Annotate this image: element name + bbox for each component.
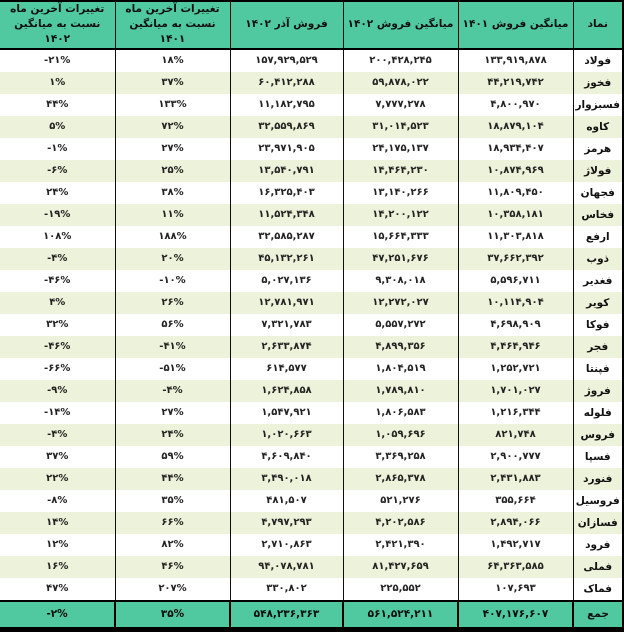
chg-vs-1401-cell: ۳۷% [115, 72, 230, 94]
avg-1401-cell: ۴,۸۰۰,۹۷۰ [458, 94, 573, 116]
table-row [0, 116, 623, 138]
avg-1402-cell: ۱۵,۶۶۴,۳۳۳ [343, 226, 458, 248]
table-row [0, 402, 623, 424]
avg-1402-cell: ۱,۸۰۴,۵۱۹ [343, 358, 458, 380]
symbol-cell: فجر [573, 336, 623, 358]
azar-1402-cell: ۴۵,۱۳۲,۲۶۱ [230, 248, 343, 270]
avg-1401-cell: ۴۴,۲۱۹,۷۴۲ [458, 72, 573, 94]
symbol-cell: فروژ [573, 380, 623, 402]
table-footer [0, 601, 623, 630]
symbol-cell: فجهان [573, 182, 623, 204]
table-row [0, 468, 623, 490]
chg-vs-1402-cell: -۴% [0, 424, 115, 446]
symbol-cell: فماک [573, 578, 623, 601]
azar-1402-cell: ۱,۵۴۷,۹۲۱ [230, 402, 343, 424]
azar-1402-cell: ۴,۷۹۷,۲۹۳ [230, 512, 343, 534]
total-avg-1402-cell: ۵۶۱,۵۲۴,۲۱۱ [343, 601, 458, 630]
chg-vs-1401-cell: -۴% [115, 380, 230, 402]
symbol-cell: فسبزوار [573, 94, 623, 116]
azar-1402-cell: ۱۵۷,۹۲۹,۵۲۹ [230, 49, 343, 72]
avg-1401-cell: ۲,۴۳۱,۸۸۳ [458, 468, 573, 490]
chg-vs-1401-cell: -۴۱% [115, 336, 230, 358]
chg-vs-1402-cell: -۴۶% [0, 270, 115, 292]
azar-1402-cell: ۵,۰۲۷,۱۳۶ [230, 270, 343, 292]
azar-1402-cell: ۱۱,۱۸۲,۷۹۵ [230, 94, 343, 116]
azar-1402-cell: ۷,۳۲۱,۷۸۳ [230, 314, 343, 336]
symbol-cell: فسازان [573, 512, 623, 534]
avg-1402-cell: ۷,۷۷۷,۲۷۸ [343, 94, 458, 116]
table-header [0, 1, 623, 49]
avg-1402-cell: ۳,۳۶۹,۲۵۸ [343, 446, 458, 468]
azar-1402-cell: ۱۳,۵۴۰,۷۹۱ [230, 160, 343, 182]
table-row [0, 512, 623, 534]
chg-vs-1401-cell: ۵۶% [115, 314, 230, 336]
avg-1402-cell: ۲,۸۶۵,۳۷۸ [343, 468, 458, 490]
azar-1402-cell: ۲۳,۹۷۱,۹۰۵ [230, 138, 343, 160]
avg-1402-cell: ۴۷,۲۵۱,۶۷۶ [343, 248, 458, 270]
chg-vs-1402-cell: ۱۲% [0, 534, 115, 556]
symbol-cell: فروس [573, 424, 623, 446]
azar-1402-cell: ۳,۴۹۰,۰۱۸ [230, 468, 343, 490]
avg-1401-cell: ۱,۲۱۶,۳۴۴ [458, 402, 573, 424]
chg-vs-1401-cell: ۳۸% [115, 182, 230, 204]
total-row [0, 601, 623, 630]
symbol-cell: فنورد [573, 468, 623, 490]
chg-vs-1401-cell: ۲۶% [115, 292, 230, 314]
avg-1401-cell: ۲,۹۰۰,۷۷۷ [458, 446, 573, 468]
avg-1402-cell: ۲۴,۱۷۵,۱۳۷ [343, 138, 458, 160]
azar-1402-cell: ۱,۰۲۰,۶۶۳ [230, 424, 343, 446]
symbol-cell: فخاس [573, 204, 623, 226]
avg-1402-cell: ۹,۳۰۸,۰۱۸ [343, 270, 458, 292]
chg-vs-1402-cell: ۱۴% [0, 512, 115, 534]
header-azar-1402: فروش آذر ۱۴۰۲ [230, 1, 343, 49]
azar-1402-cell: ۱۲,۷۸۱,۹۷۱ [230, 292, 343, 314]
avg-1401-cell: ۴,۴۶۴,۹۴۶ [458, 336, 573, 358]
avg-1401-cell: ۱۰۷,۶۹۳ [458, 578, 573, 601]
chg-vs-1401-cell: ۷۲% [115, 116, 230, 138]
avg-1402-cell: ۲۰۰,۴۲۸,۲۴۵ [343, 49, 458, 72]
chg-vs-1401-cell: ۱۸% [115, 49, 230, 72]
chg-vs-1402-cell: ۱% [0, 72, 115, 94]
avg-1401-cell: ۵,۵۹۶,۷۱۱ [458, 270, 573, 292]
symbol-cell: کاوه [573, 116, 623, 138]
table-row [0, 49, 623, 72]
table-row [0, 160, 623, 182]
table-row [0, 270, 623, 292]
avg-1402-cell: ۲۲۵,۵۵۲ [343, 578, 458, 601]
chg-vs-1402-cell: ۳۲% [0, 314, 115, 336]
header-avg-1402: میانگین فروش ۱۴۰۲ [343, 1, 458, 49]
azar-1402-cell: ۴۸۱,۵۰۷ [230, 490, 343, 512]
azar-1402-cell: ۳۲,۵۵۹,۸۶۹ [230, 116, 343, 138]
chg-vs-1402-cell: ۴% [0, 292, 115, 314]
avg-1401-cell: ۱۰,۳۵۸,۱۸۱ [458, 204, 573, 226]
avg-1401-cell: ۱,۷۰۱,۰۲۷ [458, 380, 573, 402]
avg-1401-cell: ۱۰,۱۱۴,۹۰۴ [458, 292, 573, 314]
chg-vs-1401-cell: -۱۰% [115, 270, 230, 292]
avg-1401-cell: ۱۱,۳۰۳,۸۱۸ [458, 226, 573, 248]
table-row [0, 446, 623, 468]
table-row [0, 556, 623, 578]
chg-vs-1402-cell: -۱% [0, 138, 115, 160]
chg-vs-1401-cell: ۲۰% [115, 248, 230, 270]
table-row [0, 314, 623, 336]
avg-1401-cell: ۳۵۵,۶۶۴ [458, 490, 573, 512]
avg-1402-cell: ۵,۵۵۷,۲۷۲ [343, 314, 458, 336]
chg-vs-1402-cell: ۴۴% [0, 94, 115, 116]
chg-vs-1402-cell: -۲۱% [0, 49, 115, 72]
table-row [0, 204, 623, 226]
azar-1402-cell: ۱۶,۳۲۵,۴۰۳ [230, 182, 343, 204]
symbol-cell: هرمز [573, 138, 623, 160]
azar-1402-cell: ۳۳۰,۸۰۲ [230, 578, 343, 601]
table-row [0, 138, 623, 160]
avg-1401-cell: ۴,۶۹۸,۹۰۹ [458, 314, 573, 336]
azar-1402-cell: ۶۱۴,۵۷۷ [230, 358, 343, 380]
total-chg-vs-1401-cell: ۳۵% [115, 601, 230, 630]
chg-vs-1402-cell: -۶۶% [0, 358, 115, 380]
symbol-cell: فلوله [573, 402, 623, 424]
chg-vs-1402-cell: -۸% [0, 490, 115, 512]
avg-1402-cell: ۸۱,۴۲۷,۶۵۹ [343, 556, 458, 578]
chg-vs-1401-cell: ۲۷% [115, 138, 230, 160]
symbol-cell: فروسیل [573, 490, 623, 512]
total-chg-vs-1402-cell: -۲% [0, 601, 115, 630]
chg-vs-1401-cell: ۲۰۷% [115, 578, 230, 601]
avg-1402-cell: ۱,۷۸۹,۸۱۰ [343, 380, 458, 402]
avg-1402-cell: ۱۴,۴۶۴,۲۳۰ [343, 160, 458, 182]
symbol-cell: فپنتا [573, 358, 623, 380]
symbol-cell: فسپا [573, 446, 623, 468]
chg-vs-1401-cell: ۲۴% [115, 424, 230, 446]
avg-1401-cell: ۱۰,۸۷۴,۹۶۹ [458, 160, 573, 182]
table-row [0, 226, 623, 248]
table-row [0, 490, 623, 512]
table-row [0, 94, 623, 116]
chg-vs-1402-cell: -۴% [0, 248, 115, 270]
avg-1402-cell: ۱,۰۵۹,۶۹۶ [343, 424, 458, 446]
symbol-cell: فولاد [573, 49, 623, 72]
table-row [0, 72, 623, 94]
avg-1402-cell: ۵۲۱,۲۷۶ [343, 490, 458, 512]
azar-1402-cell: ۱,۶۲۴,۸۵۸ [230, 380, 343, 402]
chg-vs-1402-cell: ۲۴% [0, 182, 115, 204]
avg-1401-cell: ۳۷,۶۶۲,۳۹۲ [458, 248, 573, 270]
chg-vs-1401-cell: ۸۲% [115, 534, 230, 556]
chg-vs-1402-cell: -۹% [0, 380, 115, 402]
table-row [0, 182, 623, 204]
azar-1402-cell: ۲,۶۳۳,۸۷۴ [230, 336, 343, 358]
avg-1401-cell: ۸۲۱,۷۴۸ [458, 424, 573, 446]
symbol-cell: فغدیر [573, 270, 623, 292]
avg-1402-cell: ۳۱,۰۱۴,۵۲۳ [343, 116, 458, 138]
header-symbol: نماد [573, 1, 623, 49]
table-row [0, 424, 623, 446]
table-row [0, 292, 623, 314]
chg-vs-1401-cell: ۱۱% [115, 204, 230, 226]
avg-1401-cell: ۶۴,۳۶۳,۵۸۵ [458, 556, 573, 578]
chg-vs-1401-cell: ۵۹% [115, 446, 230, 468]
total-azar-1402-cell: ۵۴۸,۲۳۶,۳۶۳ [230, 601, 343, 630]
azar-1402-cell: ۴,۶۰۹,۸۴۰ [230, 446, 343, 468]
chg-vs-1402-cell: -۱۴% [0, 402, 115, 424]
total-avg-1401-cell: ۴۰۷,۱۷۶,۶۰۷ [458, 601, 573, 630]
avg-1402-cell: ۱۴,۲۰۰,۱۲۲ [343, 204, 458, 226]
azar-1402-cell: ۹۴,۰۷۸,۷۸۱ [230, 556, 343, 578]
symbol-cell: ارفع [573, 226, 623, 248]
avg-1401-cell: ۱۸,۹۳۴,۴۰۷ [458, 138, 573, 160]
header-avg-1401: میانگین فروش ۱۴۰۱ [458, 1, 573, 49]
chg-vs-1401-cell: ۲۵% [115, 160, 230, 182]
avg-1401-cell: ۱۱,۸۰۹,۴۵۰ [458, 182, 573, 204]
table-row [0, 248, 623, 270]
symbol-cell: فملی [573, 556, 623, 578]
azar-1402-cell: ۶۰,۴۱۲,۲۸۸ [230, 72, 343, 94]
symbol-cell: فخوز [573, 72, 623, 94]
avg-1401-cell: ۱۸,۸۷۹,۱۰۴ [458, 116, 573, 138]
chg-vs-1402-cell: ۵% [0, 116, 115, 138]
table-row [0, 534, 623, 556]
avg-1402-cell: ۴,۲۰۲,۵۸۶ [343, 512, 458, 534]
chg-vs-1401-cell: ۴۴% [115, 468, 230, 490]
chg-vs-1402-cell: ۱۰۸% [0, 226, 115, 248]
header-chg-vs-1402: تغییرات آخرین ماه نسبت به میانگین ۱۴۰۲ [0, 1, 115, 49]
chg-vs-1401-cell: ۳۵% [115, 490, 230, 512]
table-row [0, 578, 623, 601]
chg-vs-1402-cell: ۱۶% [0, 556, 115, 578]
avg-1402-cell: ۱,۸۰۶,۵۸۳ [343, 402, 458, 424]
chg-vs-1401-cell: -۵۱% [115, 358, 230, 380]
symbol-cell: فولاژ [573, 160, 623, 182]
chg-vs-1401-cell: ۲۷% [115, 402, 230, 424]
table-row [0, 380, 623, 402]
avg-1401-cell: ۱,۴۹۲,۷۱۷ [458, 534, 573, 556]
chg-vs-1401-cell: ۶۶% [115, 512, 230, 534]
header-chg-vs-1401: تغییرات آخرین ماه نسبت به میانگین ۱۴۰۱ [115, 1, 230, 49]
azar-1402-cell: ۱۱,۵۲۴,۳۴۸ [230, 204, 343, 226]
chg-vs-1401-cell: ۱۸۸% [115, 226, 230, 248]
avg-1401-cell: ۱,۲۵۲,۷۲۱ [458, 358, 573, 380]
symbol-cell: کویر [573, 292, 623, 314]
chg-vs-1402-cell: -۶% [0, 160, 115, 182]
avg-1402-cell: ۱۲,۲۷۲,۰۲۷ [343, 292, 458, 314]
avg-1402-cell: ۱۳,۱۴۰,۲۶۶ [343, 182, 458, 204]
header-row [0, 1, 623, 49]
avg-1402-cell: ۵۹,۸۷۸,۰۲۲ [343, 72, 458, 94]
symbol-cell: ذوب [573, 248, 623, 270]
avg-1401-cell: ۱۳۳,۹۱۹,۸۷۸ [458, 49, 573, 72]
chg-vs-1402-cell: ۳۷% [0, 446, 115, 468]
table-row [0, 336, 623, 358]
avg-1401-cell: ۲,۸۹۴,۰۶۶ [458, 512, 573, 534]
avg-1402-cell: ۴,۸۹۹,۳۵۶ [343, 336, 458, 358]
symbol-cell: فرود [573, 534, 623, 556]
symbol-cell: فوکا [573, 314, 623, 336]
chg-vs-1401-cell: ۴۶% [115, 556, 230, 578]
chg-vs-1402-cell: -۴۶% [0, 336, 115, 358]
azar-1402-cell: ۳۲,۵۸۵,۲۸۷ [230, 226, 343, 248]
chg-vs-1402-cell: ۲۲% [0, 468, 115, 490]
azar-1402-cell: ۲,۷۱۰,۸۶۳ [230, 534, 343, 556]
chg-vs-1402-cell: -۱۹% [0, 204, 115, 226]
chg-vs-1402-cell: ۴۷% [0, 578, 115, 601]
avg-1402-cell: ۲,۴۲۱,۳۹۰ [343, 534, 458, 556]
table-row [0, 358, 623, 380]
chg-vs-1401-cell: ۱۳۳% [115, 94, 230, 116]
table-body [0, 49, 623, 601]
total-label-cell: جمع [573, 601, 623, 630]
